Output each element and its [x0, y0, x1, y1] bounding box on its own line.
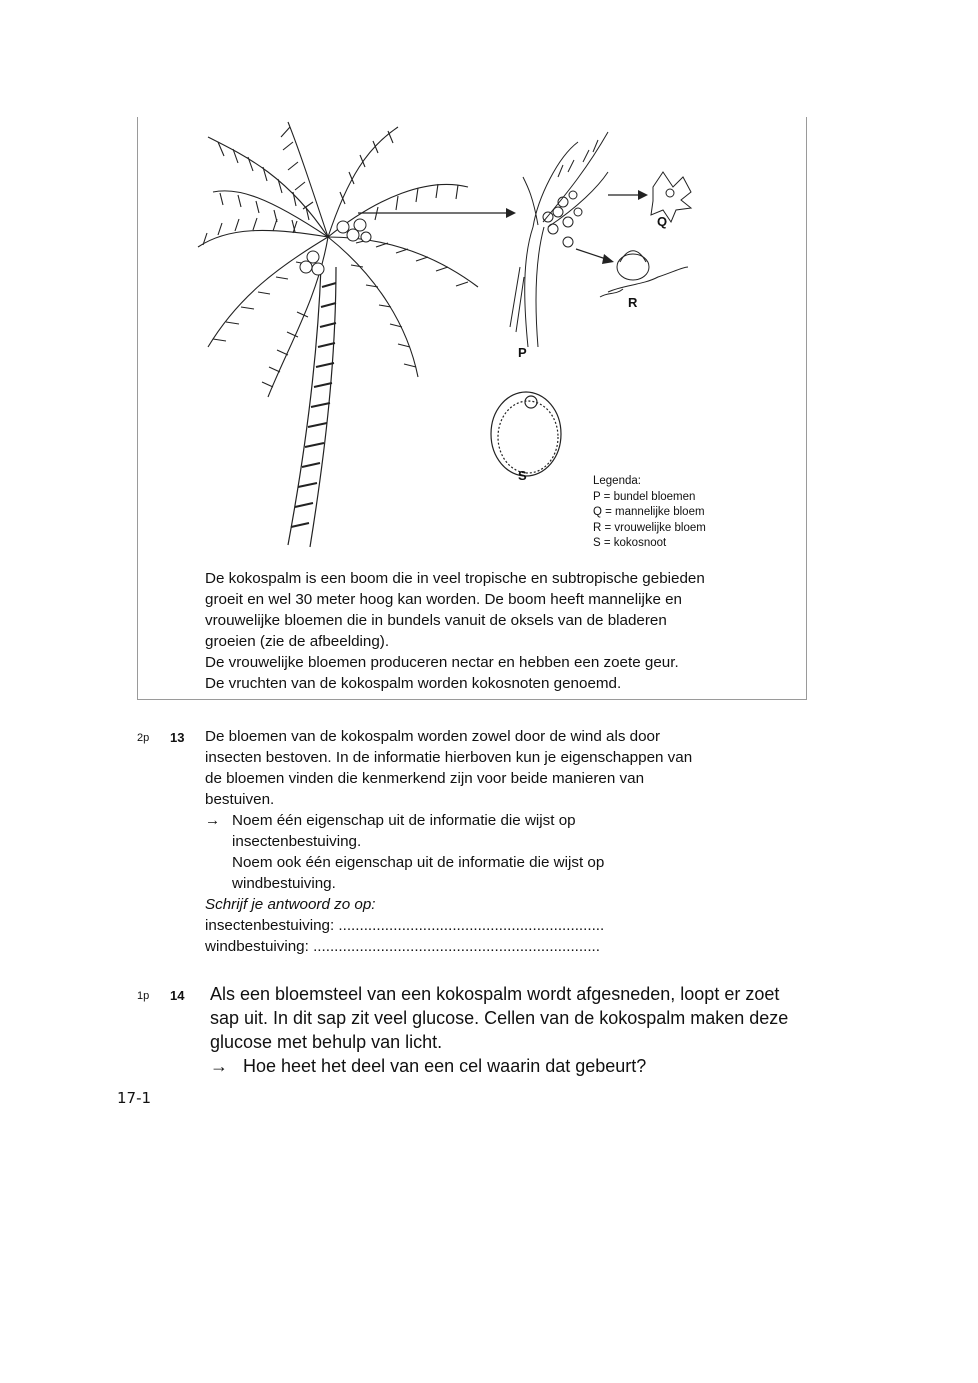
legend-item: Q = mannelijke bloem: [593, 506, 705, 518]
page-number: 17-1: [117, 1089, 152, 1107]
legend-title: Legenda:: [593, 475, 641, 487]
q13-answer-wind: windbestuiving: ....................................................................: [205, 938, 600, 955]
q13-line: bestuiven.: [205, 791, 275, 808]
q13-line: insecten bestoven. In de informatie hierboven kun je eigenschappen van: [205, 749, 693, 766]
coconut-drawing: [491, 392, 561, 476]
intro-line: groeien (zie de afbeelding).: [205, 633, 390, 650]
q13-task: windbestuiving.: [232, 875, 336, 892]
label-s: S: [518, 468, 527, 483]
q14-line: Als een bloemsteel van een kokospalm wordt afgesneden, loopt er zoet: [210, 984, 780, 1004]
intro-text: [205, 568, 805, 694]
intro-line: De vrouwelijke bloemen produceren nectar en hebben een zoete geur.: [205, 654, 679, 671]
intro-line: De vruchten van de kokospalm worden kokosnoten genoemd.: [205, 675, 622, 692]
q13-task: Noem één eigenschap uit de informatie die wijst op: [232, 812, 576, 829]
q13-body: [205, 726, 692, 957]
q13-line: De bloemen van de kokospalm worden zowel door de wind als door: [205, 728, 661, 745]
label-r: R: [628, 295, 638, 310]
q13-task: insectenbestuiving.: [232, 833, 362, 850]
q14-line: sap uit. In dit sap zit veel glucose. Cellen van de kokospalm maken deze: [210, 1008, 789, 1028]
q13-line: de bloemen vinden die kenmerkend zijn voor beide manieren van: [205, 770, 645, 787]
palm-fronds: [198, 122, 478, 397]
legend: [593, 474, 706, 552]
female-flower-drawing: [600, 251, 688, 297]
legend-item: R = vrouwelijke bloem: [593, 521, 706, 534]
intro-line: vrouwelijke bloemen die in bundels vanuit de oksels van de bladeren: [205, 612, 667, 629]
q14-body: [210, 982, 788, 1078]
legend-item: S = kokosnoot: [593, 537, 667, 549]
label-p: P: [518, 345, 527, 360]
coconut-palm-illustration: [138, 117, 808, 562]
intro-line: De kokospalm is een boom die in veel tropische en subtropische gebieden: [205, 570, 705, 587]
q13-write-as: Schrijf je antwoord zo op:: [205, 896, 376, 913]
q13-answer-insect: insectenbestuiving: ...............................................................: [205, 917, 605, 934]
flower-bundle-drawing: [510, 132, 608, 347]
q14-task: Hoe heet het deel van een cel waarin dat gebeurt?: [243, 1056, 647, 1076]
figure-box: [137, 117, 807, 700]
q13-points: 2p: [137, 732, 150, 744]
q14-number: 14: [170, 988, 185, 1003]
q14-points: 1p: [137, 990, 150, 1002]
arrow-icon: →: [210, 1056, 228, 1076]
arrow-to-female-flower: [576, 249, 606, 259]
q14-line: glucose met behulp van licht.: [210, 1032, 443, 1052]
palm-trunk: [288, 267, 336, 547]
arrow-icon: →: [205, 812, 221, 829]
intro-line: groeit en wel 30 meter hoog kan worden. De boom heeft mannelijke en: [205, 591, 683, 608]
q13-number: 13: [170, 730, 185, 745]
legend-item: P = bundel bloemen: [593, 490, 696, 503]
q13-task: Noem ook één eigenschap uit de informatie die wijst op: [232, 854, 605, 871]
label-q: Q: [657, 214, 668, 229]
